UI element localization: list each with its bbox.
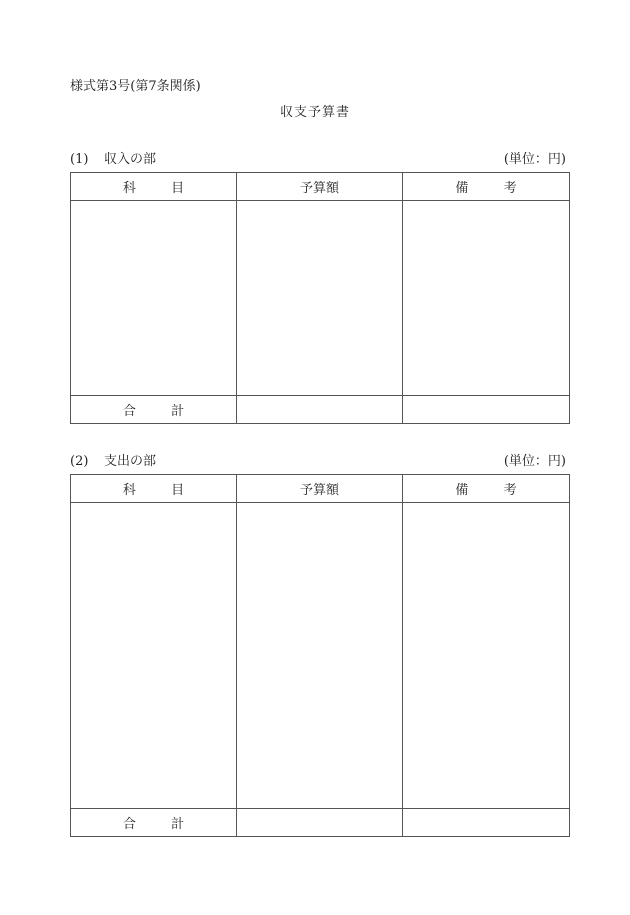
income-total-budget-cell[interactable] bbox=[237, 396, 403, 424]
expense-col-remarks: 備 考 bbox=[403, 475, 570, 503]
expense-total-label: 合 計 bbox=[71, 809, 237, 837]
income-col-remarks: 備 考 bbox=[403, 173, 570, 201]
income-header-row bbox=[71, 173, 570, 201]
expense-section-number: (2) bbox=[70, 454, 89, 469]
expense-section-title bbox=[70, 453, 156, 471]
document-title: 収支予算書 bbox=[279, 105, 350, 120]
expense-total-row bbox=[71, 809, 570, 837]
expense-section-header bbox=[70, 453, 568, 471]
income-section-title bbox=[70, 151, 156, 169]
income-section-header bbox=[70, 151, 568, 169]
expense-header-row bbox=[71, 475, 570, 503]
expense-budget-cell[interactable] bbox=[237, 503, 403, 809]
income-total-remarks-cell[interactable] bbox=[403, 396, 570, 424]
expense-unit-label: (単位：円) bbox=[503, 454, 566, 469]
income-section-number: (1) bbox=[70, 152, 89, 167]
income-section-label: 収入の部 bbox=[104, 152, 157, 167]
expense-table bbox=[70, 474, 570, 837]
expense-total-remarks-cell[interactable] bbox=[403, 809, 570, 837]
form-number: 様式第3号(第7条関係) bbox=[70, 79, 201, 94]
expense-section-label: 支出の部 bbox=[104, 454, 157, 469]
expense-col-budget: 予算額 bbox=[237, 475, 403, 503]
income-table bbox=[70, 172, 570, 424]
income-subject-cell[interactable] bbox=[71, 201, 237, 396]
income-remarks-cell[interactable] bbox=[403, 201, 570, 396]
income-total-row bbox=[71, 396, 570, 424]
expense-total-budget-cell[interactable] bbox=[237, 809, 403, 837]
income-total-label: 合 計 bbox=[71, 396, 237, 424]
income-body-row bbox=[71, 201, 570, 396]
expense-col-subject: 科 目 bbox=[71, 475, 237, 503]
expense-subject-cell[interactable] bbox=[71, 503, 237, 809]
income-col-subject: 科 目 bbox=[71, 173, 237, 201]
income-budget-cell[interactable] bbox=[237, 201, 403, 396]
expense-remarks-cell[interactable] bbox=[403, 503, 570, 809]
income-col-budget: 予算額 bbox=[237, 173, 403, 201]
expense-body-row bbox=[71, 503, 570, 809]
income-unit-label: (単位：円) bbox=[503, 152, 566, 167]
